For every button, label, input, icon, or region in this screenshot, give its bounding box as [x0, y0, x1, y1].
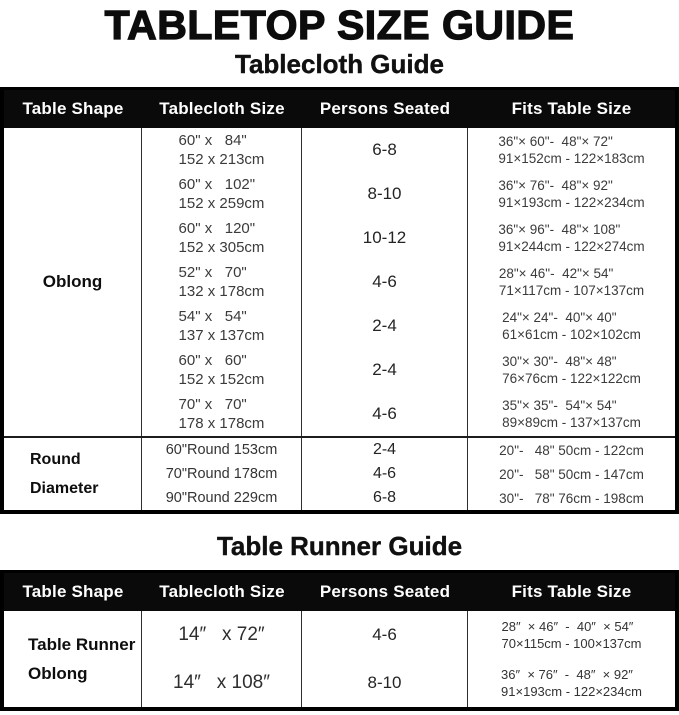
- persons-cell: 6-8: [372, 489, 397, 506]
- size-cell: [142, 172, 301, 216]
- size-inches: 54" x 54": [178, 308, 247, 325]
- fits-cell: 20"- 58" 50cm - 147cm: [499, 466, 644, 482]
- fits-cm: 91×152cm - 122×183cm: [498, 151, 645, 166]
- header-persons-seated: Persons Seated: [319, 99, 451, 118]
- oblong-section: [4, 128, 675, 436]
- tablecloth-header-row: [4, 90, 675, 128]
- fits-cm: 91×193cm - 122×234cm: [498, 195, 645, 210]
- size-cell: [142, 260, 301, 304]
- fits-cm: 61×61cm - 102×102cm: [502, 327, 641, 342]
- size-inches: 60" x 84": [178, 132, 247, 149]
- size-cm: 152 x 259cm: [178, 195, 265, 212]
- tablecloth-size-column: [142, 438, 302, 510]
- persons-cell: 2-4: [372, 441, 397, 458]
- fits-cell: [468, 611, 675, 659]
- size-cm: 137 x 137cm: [178, 327, 265, 344]
- size-inches: 60" x 120": [178, 220, 256, 237]
- size-cm: 152 x 152cm: [178, 371, 265, 388]
- runner-table: [0, 570, 679, 711]
- fits-cm: 70×115cm - 100×137cm: [501, 636, 642, 651]
- shape-label-round: Round: [30, 450, 81, 468]
- size-cell: 14″ x 108″: [173, 672, 270, 693]
- size-cell: 14″ x 72″: [178, 624, 265, 645]
- persons-cell: 4-6: [372, 272, 397, 291]
- header-table-shape: Table Shape: [22, 582, 124, 601]
- shape-column: [4, 611, 142, 707]
- fits-inches: 28"× 46"- 42"× 54": [498, 266, 614, 281]
- fits-cell: [468, 128, 675, 172]
- fits-cell: [468, 392, 675, 436]
- tablecloth-size-column: [142, 611, 302, 707]
- size-cell: [142, 392, 301, 436]
- header-tablecloth-size: Tablecloth Size: [159, 99, 285, 118]
- fits-inches: 36"× 96"- 48"× 108": [498, 222, 621, 237]
- tablecloth-guide-title: Tablecloth Guide: [235, 49, 444, 79]
- fits-cm: 76×76cm - 122×122cm: [502, 371, 641, 386]
- tablecloth-size-column: [142, 128, 302, 436]
- persons-cell: 6-8: [372, 140, 397, 159]
- fits-table-size-column: [468, 611, 675, 707]
- round-section: [4, 436, 675, 510]
- size-cell: [142, 128, 301, 172]
- size-cell: [142, 304, 301, 348]
- page-title: TABLETOP SIZE GUIDE: [104, 2, 575, 48]
- fits-cell: [468, 304, 675, 348]
- persons-cell: 8-10: [367, 184, 402, 203]
- fits-cell: 20"- 48" 50cm - 122cm: [499, 442, 644, 458]
- size-cell: 60"Round 153cm: [165, 442, 278, 458]
- header-tablecloth-size: Tablecloth Size: [159, 582, 285, 601]
- fits-cell: [468, 260, 675, 304]
- persons-cell: 8-10: [367, 673, 402, 692]
- shape-column: [4, 438, 142, 510]
- shape-label-table-runner: Table Runner: [28, 634, 136, 654]
- shape-label-oblong: Oblong: [42, 272, 103, 291]
- shape-label-oblong: Oblong: [28, 663, 88, 683]
- runner-guide-title: Table Runner Guide: [216, 531, 463, 561]
- fits-cm: 91×193cm - 122×234cm: [501, 684, 642, 699]
- fits-cm: 71×117cm - 107×137cm: [498, 283, 645, 298]
- shape-column: [4, 128, 142, 436]
- fits-cm: 89×89cm - 137×137cm: [502, 415, 641, 430]
- size-cell: 70"Round 178cm: [165, 466, 278, 482]
- size-cell: [142, 348, 301, 392]
- header-table-shape: Table Shape: [22, 99, 124, 118]
- size-inches: 52" x 70": [178, 264, 247, 281]
- fits-inches: 28″ × 46″ - 40″ × 54″: [501, 619, 634, 634]
- persons-cell: 2-4: [372, 316, 397, 335]
- size-cm: 152 x 305cm: [178, 239, 265, 256]
- tablecloth-table: [0, 87, 679, 514]
- header-fits-table-size: Fits Table Size: [511, 582, 632, 601]
- header-fits-table-size: Fits Table Size: [511, 99, 632, 118]
- shape-label-diameter: Diameter: [30, 479, 99, 497]
- persons-cell: 2-4: [372, 360, 397, 379]
- fits-inches: 36″ × 76″ - 48″ × 92″: [501, 667, 633, 682]
- fits-table-size-column: [468, 128, 675, 436]
- persons-seated-column: [302, 128, 468, 436]
- fits-cm: 91×244cm - 122×274cm: [498, 239, 645, 254]
- fits-cell: [468, 659, 675, 707]
- persons-cell: 4-6: [372, 625, 397, 644]
- size-inches: 60" x 102": [178, 176, 256, 193]
- persons-cell: 4-6: [372, 465, 397, 482]
- fits-inches: 36"× 60"- 48"× 72": [498, 134, 613, 149]
- runner-section: [4, 611, 675, 707]
- size-cm: 178 x 178cm: [178, 415, 265, 432]
- runner-header-row: [4, 573, 675, 611]
- fits-inches: 24"× 24"- 40"× 40": [502, 310, 617, 325]
- fits-cell: [468, 216, 675, 260]
- persons-cell: 10-12: [362, 228, 407, 247]
- fits-inches: 36"× 76"- 48"× 92": [498, 178, 613, 193]
- size-inches: 70" x 70": [178, 396, 247, 413]
- fits-cell: [468, 348, 675, 392]
- fits-cell: [468, 172, 675, 216]
- persons-cell: 4-6: [372, 404, 397, 423]
- size-cm: 152 x 213cm: [178, 151, 265, 168]
- fits-table-size-column: [468, 438, 675, 510]
- size-cell: 90"Round 229cm: [165, 490, 278, 506]
- size-inches: 60" x 60": [178, 352, 247, 369]
- persons-seated-column: [302, 611, 468, 707]
- header-persons-seated: Persons Seated: [319, 582, 451, 601]
- size-cell: [142, 216, 301, 260]
- fits-inches: 35"× 35"- 54"× 54": [502, 398, 617, 413]
- fits-inches: 30"× 30"- 48"× 48": [502, 354, 617, 369]
- size-cm: 132 x 178cm: [178, 283, 265, 300]
- persons-seated-column: [302, 438, 468, 510]
- fits-cell: 30"- 78" 76cm - 198cm: [499, 490, 644, 506]
